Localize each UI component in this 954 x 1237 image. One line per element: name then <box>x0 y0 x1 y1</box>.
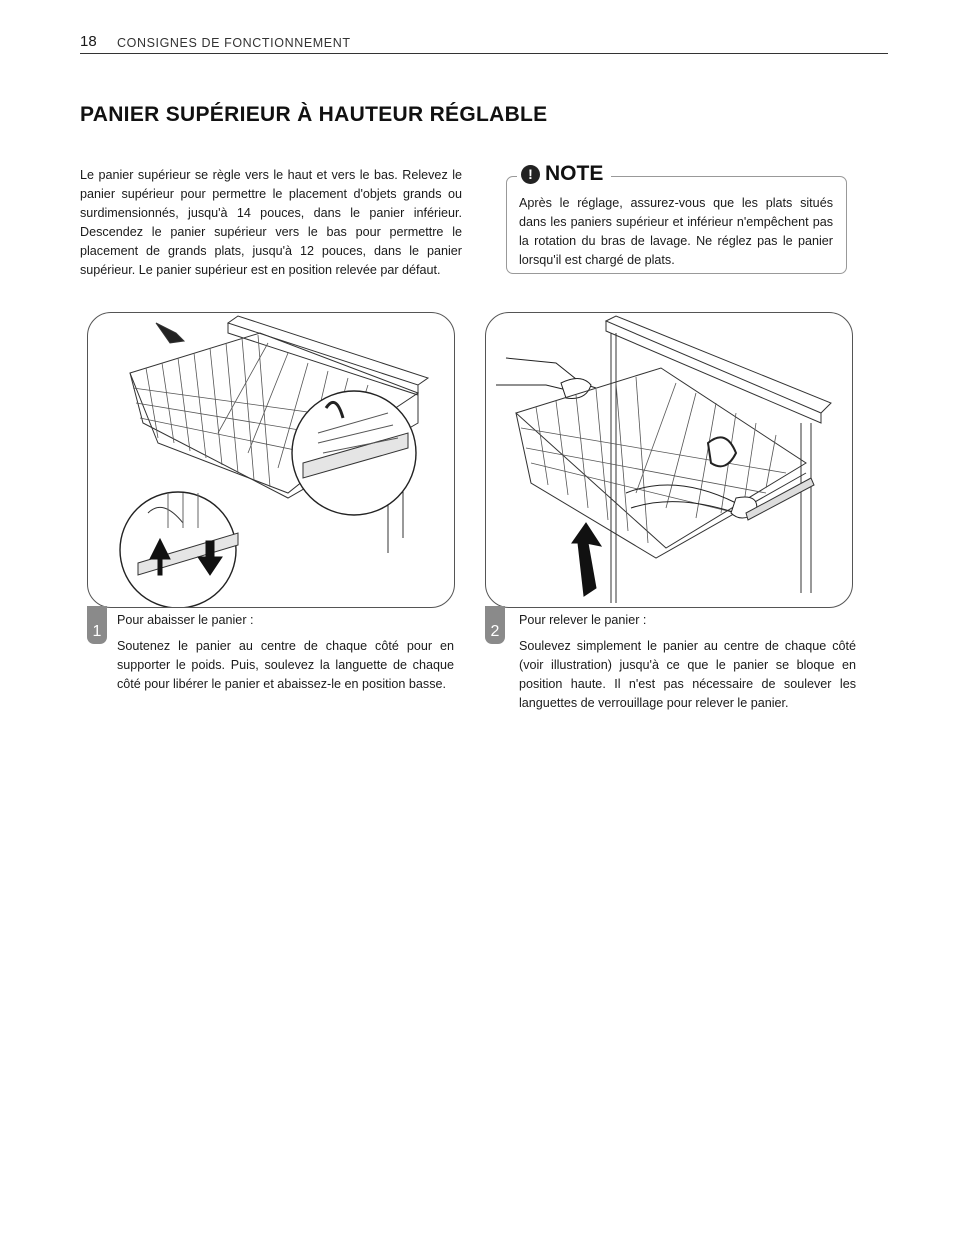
note-text: Après le réglage, assurez-vous que les plats situés dans les paniers supérieur et inférieur n'empêchent pas la rotation du bras de lavage. Ne réglez pas le panier lorsqu'il est chargé de plats. <box>519 196 833 267</box>
page-header <box>80 33 888 54</box>
illustration-lower-basket <box>87 312 455 608</box>
step-number-badge: 1 <box>87 606 107 644</box>
step-number-badge: 2 <box>485 606 505 644</box>
note-label: NOTE <box>545 162 604 185</box>
step-lead: Pour abaisser le panier : <box>117 613 254 627</box>
page-number: 18 <box>80 33 97 50</box>
step-body: Soutenez le panier au centre de chaque côté pour en supporter le poids. Puis, soulevez la languette de chaque côté pour libérer le panier et abaissez-le en position basse. <box>117 639 454 691</box>
step-lead: Pour relever le panier : <box>519 613 647 627</box>
step-body: Soulevez simplement le panier au centre de chaque côté (voir illustration) jusqu'à ce que le panier se bloque en position haute. Il n'est pas nécessaire de soulever les languettes de verrouillage pour relever le panier. <box>519 639 856 710</box>
exclamation-icon: ! <box>521 165 540 184</box>
illustration-raise-basket <box>485 312 853 608</box>
intro-paragraph: Le panier supérieur se règle vers le haut et vers le bas. Relevez le panier supérieur pour permettre le placement d'objets grands ou surdimensionnés, jusqu'à 14 pouces, dans le panier inférieur. Descendez le panier supérieur vers le bas pour permettre le placement de grands plats, jusqu'à 12 pouces, dans le panier supérieur. Le panier supérieur est en position relevée par défaut. <box>80 168 462 277</box>
section-title: CONSIGNES DE FONCTIONNEMENT <box>117 36 351 50</box>
note-box <box>506 162 847 274</box>
page-title: PANIER SUPÉRIEUR À HAUTEUR RÉGLABLE <box>80 103 548 126</box>
note-heading <box>517 162 611 186</box>
